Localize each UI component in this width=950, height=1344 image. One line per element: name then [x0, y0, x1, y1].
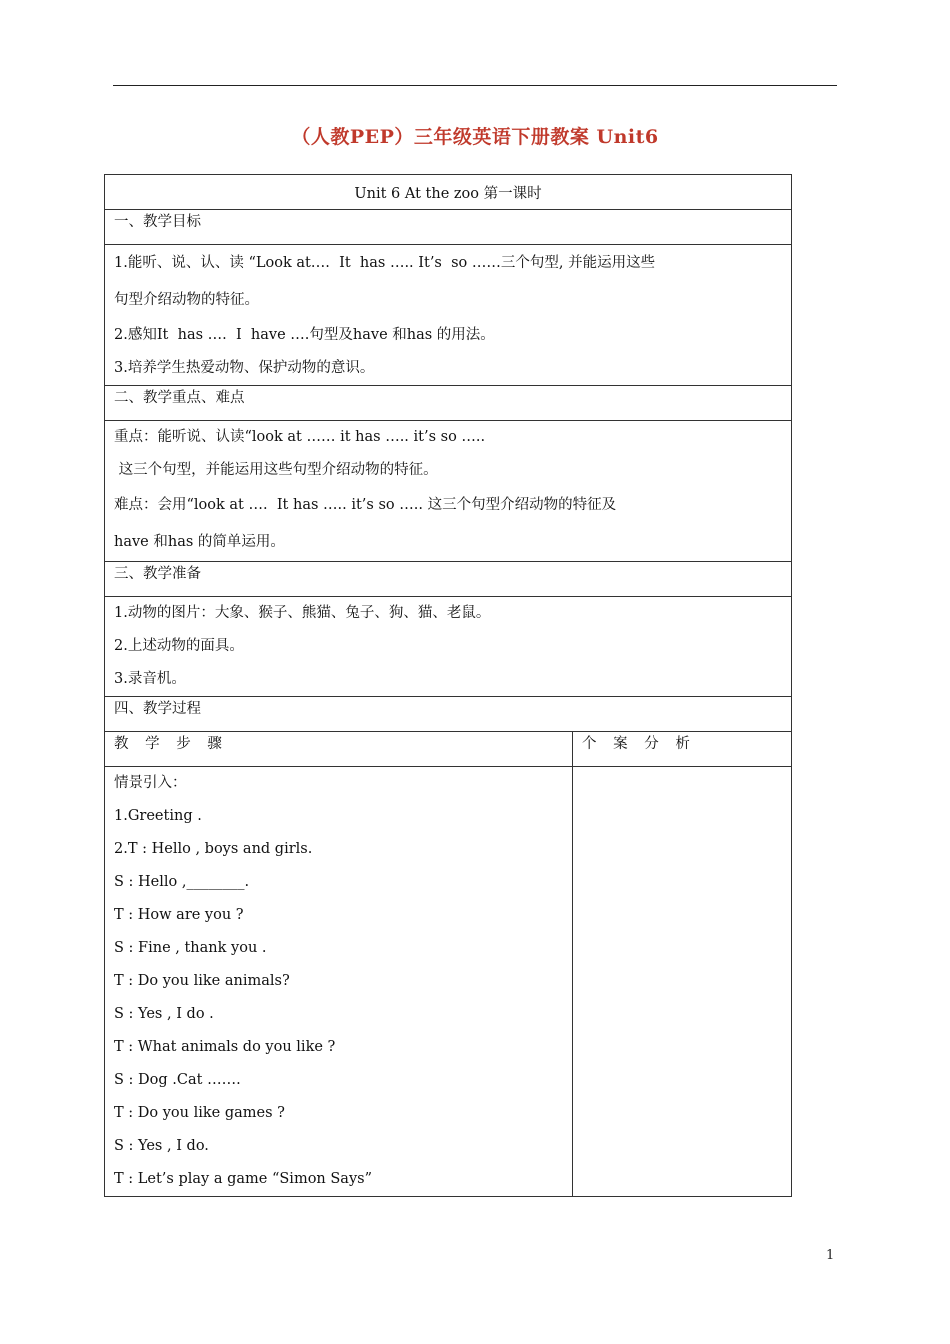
- process-line: S : Hello ,________.: [114, 874, 250, 890]
- objective-line: 1.能听、说、认、读 “Look at…. It has ….. It’s so ……三个句型, 并能运用这些: [114, 255, 656, 271]
- unit-header: Unit 6 At the zoo 第一课时: [105, 175, 792, 210]
- process-line: S : Fine , thank you .: [114, 940, 267, 956]
- steps-column-header: 教 学 步 骤: [105, 732, 573, 767]
- preparation-content: [105, 597, 792, 697]
- objectives-content: [105, 245, 792, 386]
- analysis-column-header: 个 案 分 析: [573, 732, 792, 767]
- process-steps-content: [105, 767, 573, 1197]
- key-points-content: [105, 421, 792, 562]
- process-line: 情景引入：: [114, 775, 187, 791]
- key-point-line: 重点：能听说、认读“look at …… it has ….. it’s so …..: [114, 429, 486, 445]
- document-title: （人教PEP）三年级英语下册教案 Unit6: [291, 126, 659, 148]
- process-line: 1.Greeting .: [114, 808, 202, 824]
- key-points-heading: 二、教学重点、难点: [105, 386, 792, 421]
- process-line: T : Do you like games ?: [114, 1105, 285, 1121]
- page-number: 1: [826, 1248, 835, 1263]
- preparation-line: 2.上述动物的面具。: [114, 638, 244, 654]
- objective-line: 3.培养学生热爱动物、保护动物的意识。: [114, 360, 375, 376]
- objective-line: 句型介绍动物的特征。: [114, 292, 259, 308]
- process-line: T : How are you ?: [114, 907, 244, 923]
- process-line: S : Dog .Cat …….: [114, 1072, 241, 1088]
- preparation-line: 1.动物的图片：大象、猴子、熊猫、兔子、狗、猫、老鼠。: [114, 605, 491, 621]
- process-line: S : Yes , I do .: [114, 1006, 214, 1022]
- process-line: S : Yes , I do.: [114, 1138, 209, 1154]
- objective-line: 2.感知It has …. I have ….句型及have 和has 的用法。: [114, 327, 495, 343]
- header-rule: [113, 85, 837, 86]
- key-point-line: have 和has 的简单运用。: [114, 534, 285, 550]
- key-point-line: 难点：会用“look at …. It has ….. it’s so ….. 这三个句型介绍动物的特征及: [114, 497, 617, 513]
- process-line: 2.T : Hello , boys and girls.: [114, 841, 313, 857]
- preparation-heading: 三、教学准备: [105, 562, 792, 597]
- process-line: T : What animals do you like ?: [114, 1039, 336, 1055]
- process-line: T : Do you like animals?: [114, 973, 290, 989]
- lesson-plan-table: [104, 174, 792, 1197]
- objectives-heading: 一、教学目标: [105, 210, 792, 245]
- preparation-line: 3.录音机。: [114, 671, 186, 687]
- key-point-line: 这三个句型，并能运用这些句型介绍动物的特征。: [114, 462, 438, 478]
- process-heading: 四、教学过程: [105, 697, 792, 732]
- case-analysis-content: [573, 767, 792, 1197]
- process-line: T : Let’s play a game “Simon Says”: [114, 1171, 372, 1187]
